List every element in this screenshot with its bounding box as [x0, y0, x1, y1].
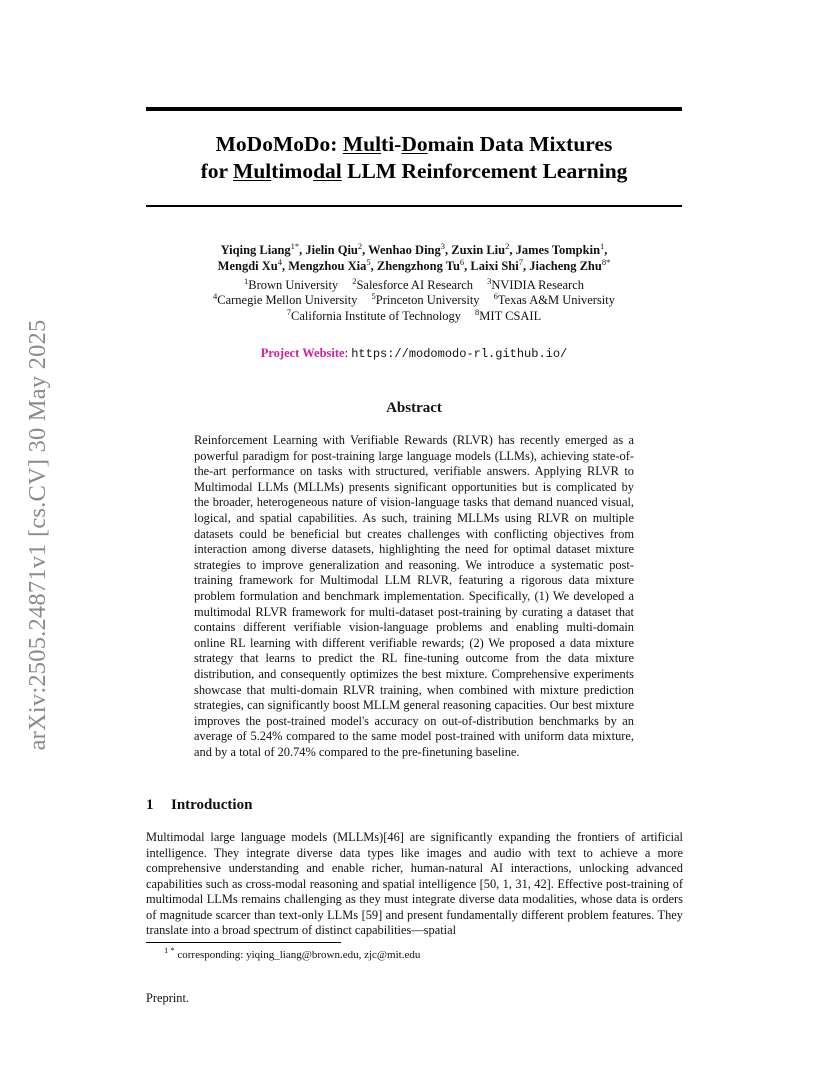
authors-line-2: Mengdi Xu$^4$, Mengzhou Xia$^5$, Zhengzhong Tu$^6$, Laixi Shi$^7$, Jiacheng Zhu$^{8*}$ — [217, 257, 611, 273]
author-name: Zhengzhong Tu — [376, 259, 460, 273]
author-sup: 2 — [505, 241, 510, 251]
author-name: Zuxin Liu — [451, 243, 506, 257]
author-name: Yiqing Liang — [220, 243, 291, 257]
affiliation-name: Brown University — [248, 278, 339, 292]
project-website-link[interactable]: https://modomodo-rl.github.io/ — [351, 347, 568, 361]
author-sup: 6 — [459, 257, 465, 267]
author-name: Wenhao Ding — [368, 243, 441, 257]
affiliation-sup: 3 — [487, 276, 492, 286]
author-name: Jielin Qiu — [305, 243, 358, 257]
author-name: Mengzhou Xia — [288, 259, 367, 273]
affiliations-line-1 — [146, 276, 682, 292]
abstract-heading: Abstract — [386, 400, 442, 416]
affiliation-name: Texas A&M University — [497, 293, 615, 307]
affiliation-name: Carnegie Mellon University — [217, 293, 358, 307]
title-part: timo — [271, 159, 314, 183]
author-sup: 3 — [440, 241, 445, 251]
affiliation-sup: 7 — [286, 307, 291, 317]
affiliation-name: Salesforce AI Research — [356, 278, 474, 292]
author-sup: 7 — [518, 257, 523, 267]
section-number: 1 — [146, 797, 154, 813]
affiliation-sup: 1 — [244, 276, 249, 286]
title-part: ti- — [381, 132, 402, 156]
title-part: main Data Mixtures — [427, 132, 613, 156]
affiliation-sup: 2 — [352, 276, 357, 286]
affiliation-sup: 8 — [475, 307, 480, 317]
footnote-marks: 1 * — [164, 945, 175, 955]
title-line-1 — [146, 134, 682, 156]
author-name: Jiacheng Zhu — [529, 259, 602, 273]
affiliations-line-2 — [146, 291, 682, 307]
title-top-rule — [146, 107, 682, 111]
section-title: Introduction — [171, 797, 253, 813]
author-name: Laixi Shi — [470, 259, 519, 273]
preprint-label: Preprint. — [146, 991, 190, 1005]
affiliation-sup: 5 — [371, 291, 376, 301]
affiliation-name: MIT CSAIL — [479, 309, 542, 323]
abstract-body: Reinforcement Learning with Verifiable Rewards (RLVR) has recently emerged as a powerful paradigm for post-training large language models (LLMs), achieving state-of-the-art performance on tasks with structured, verifiable answers. Applying RLVR to Multimodal LLMs (MLLMs) presents significant opportunities but is complicated by the broader, heterogeneous nature of vision-language tasks that demand nuanced visual, logical, and spatial capabilities. As such, training MLLMs using RLVR on multiple datasets could be beneficial but creates challenges with conflicting objectives from interaction among diverse datasets, highlighting the need for optimal dataset mixture strategies to improve generalization and reasoning. We introduce a systematic post-training framework for Multimodal LLM RLVR, featuring a rigorous data mixture problem formulation and benchmark implementation. Specifically, (1) We developed a multimodal RLVR framework for multi-dataset post-training by curating a dataset that contains different verifiable vision-language problems and enabling multi-domain online RL learning with different verifiable rewards; (2) We proposed a data mixture strategy that learns to predict the RL fine-tuning outcome from the data mixture distribution, and consequently optimizes the best mixture. Comprehensive experiments showcase that multi-domain RLVR training, when combined with mixture prediction strategies, can significantly boost MLLM general reasoning capacities. Our best mixture improves the post-trained model's accuracy on out-of-distribution benchmarks by an average of 5.24% compared to the same model post-trained with uniform data mixture, and by a total of 20.74% compared to the pre-finetuning baseline. — [194, 433, 634, 759]
author-sup: 4 — [277, 257, 282, 267]
title-bottom-rule — [146, 205, 682, 207]
affiliation-name: NVIDIA Research — [491, 278, 584, 292]
author-sup: 1* — [290, 241, 300, 251]
author-sup: 8* — [601, 257, 611, 267]
author-name: Mengdi Xu — [217, 259, 278, 273]
affiliations-line-3 — [146, 307, 682, 323]
affiliation-sup: 4 — [213, 291, 218, 301]
author-sup: 1 — [600, 241, 605, 251]
author-sup: 5 — [366, 257, 371, 267]
arxiv-stamp: arXiv:2505.24871v1 [cs.CV] 30 May 2025 — [24, 319, 51, 751]
introduction-body: Multimodal large language models (MLLMs)[46] are significantly expanding the frontiers of artificial intelligence. They integrate diverse data types like images and audio with text to achieve a more comprehensive understanding and enable richer, human-natural AI interactions, unlocking advanced capabilities such as cross-modal reasoning and spatial intelligence [50, 1, 31, 42]. Effective post-training of multimodal LLMs remains challenging as they must integrate diverse data modalities, whose data is orders of magnitude scarcer than text-only LLMs [59] and present fundamentally different problem features. They translate into a broad spectrum of distinct capabilities—spatial — [146, 830, 683, 937]
author-sup: 2 — [357, 241, 363, 251]
authors-line-1: Yiqing Liang$^{1*}$, Jielin Qiu$^2$, Wenhao Ding$^3$, Zuxin Liu$^2$, James Tompkin$^1$, — [220, 241, 608, 257]
title-part: LLM Reinforcement Learning — [341, 159, 628, 183]
title-underlined-part: Do — [401, 132, 428, 156]
title-underlined-part: Mul — [233, 159, 272, 183]
footnote — [164, 945, 421, 961]
affiliation-sup: 6 — [493, 291, 498, 301]
author-name: James Tompkin — [515, 243, 601, 257]
title-line-2 — [146, 161, 682, 183]
project-website-label: Project Website — [260, 346, 345, 360]
footnote-text: corresponding: yiqing_liang@brown.edu, zjc@mit.edu — [177, 949, 421, 961]
title-part: for — [200, 159, 234, 183]
title-underlined-part: dal — [313, 159, 342, 183]
title-part: MoDoMoDo: — [215, 132, 343, 156]
footnote-rule — [146, 942, 341, 943]
project-website: Project Website: https://modomodo-rl.github.io/ — [260, 346, 568, 361]
affiliation-name: Princeton University — [375, 293, 480, 307]
affiliation-name: California Institute of Technology — [291, 309, 462, 323]
introduction-heading — [146, 797, 252, 814]
title-underlined-part: Mul — [342, 132, 382, 156]
